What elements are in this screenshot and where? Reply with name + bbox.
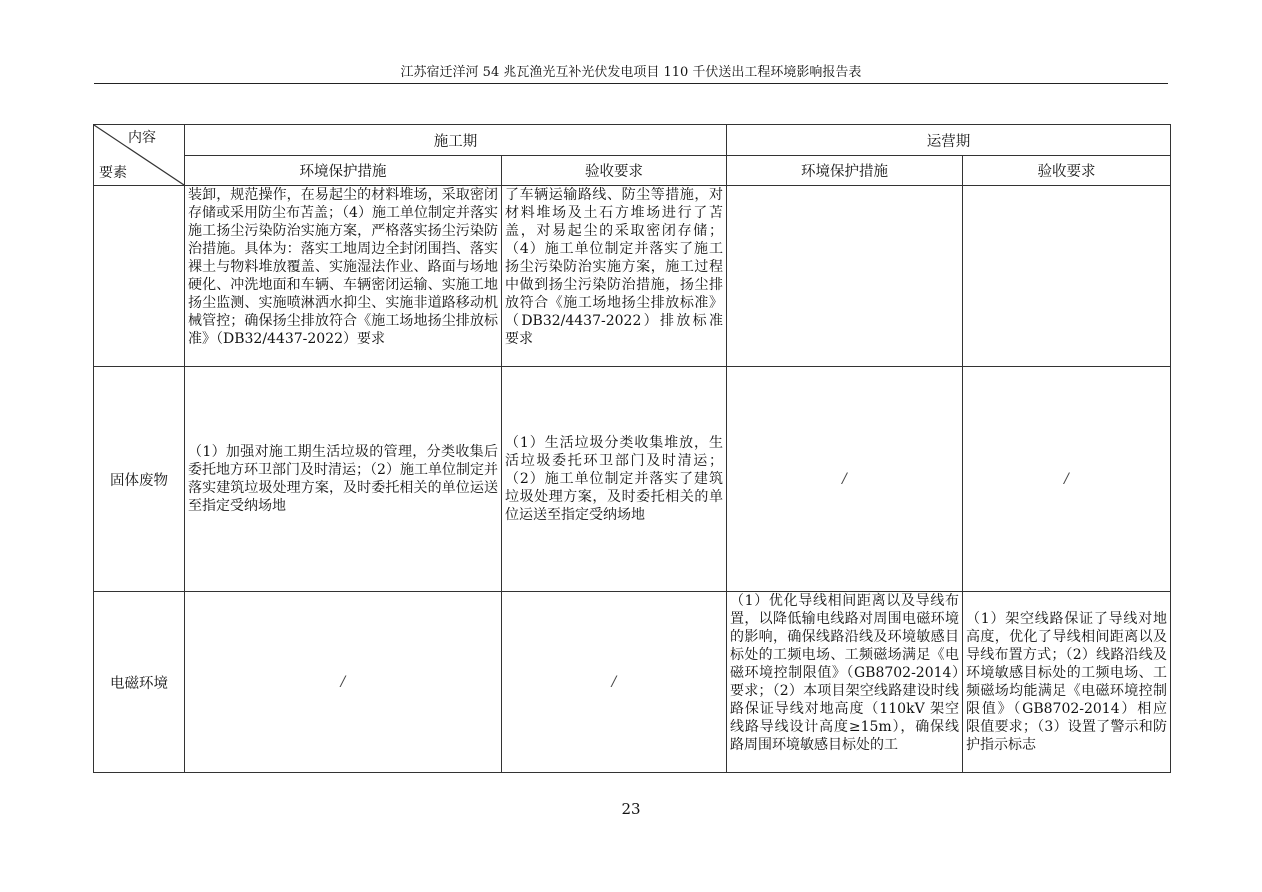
operation-measures-cell: / xyxy=(727,367,963,592)
header-construction-period: 施工期 xyxy=(185,125,727,156)
header-construction-acceptance: 验收要求 xyxy=(502,156,727,186)
operation-measures-cell xyxy=(727,592,963,773)
table-row xyxy=(94,186,1171,367)
env-measures-table xyxy=(93,124,1171,773)
operation-acceptance-text: （1）架空线路保证了导线对地高度，优化了导线相间距离以及导线布置方式；（2）线路沿线及环境敏感目标处的工频电场、工频磁场均能满足《电磁环境控制限值》（GB8702-2014）相应限值要求；（3）设置了警示和防护指示标志 xyxy=(966,611,1167,753)
table-row xyxy=(94,592,1171,773)
header-operation-measures: 环境保护措施 xyxy=(727,156,963,186)
construction-acceptance-cell: / xyxy=(502,592,727,773)
construction-acceptance-cell xyxy=(502,367,727,592)
construction-acceptance-text: 了车辆运输路线、防尘等措施，对材料堆场及土石方堆场进行了苫盖，对易起尘的采取密闭存储；（4）施工单位制定并落实了施工扬尘污染防治实施方案，施工过程中做到扬尘污染防治措施，扬尘排放符合《施工场地扬尘排放标准》（DB32/4437-2022）排放标准要求 xyxy=(505,187,723,347)
operation-acceptance-cell: / xyxy=(963,367,1171,592)
row-label-solid-waste: 固体废物 xyxy=(94,367,185,592)
operation-acceptance-cell xyxy=(963,186,1171,367)
page-number: 23 xyxy=(621,800,641,818)
operation-measures-text: （1）优化导线相间距离以及导线布置，以降低输电线路对周围电磁环境的影响，确保线路沿线及环境敏感目标处的工频电场、工频磁场满足《电磁环境控制限值》（GB8702-2014）要求；（2）本项目架空线路建设时线路保证导线对地高度（110kV 架空线路导线设计高度≥15m），确保线路周围环境敏感目标处的工 xyxy=(730,593,959,753)
operation-measures-cell xyxy=(727,186,963,367)
construction-acceptance-text: （1）生活垃圾分类收集堆放，生活垃圾委托环卫部门及时清运；（2）施工单位制定并落实了建筑垃圾处理方案，及时委托相关的单位运送至指定受纳场地 xyxy=(505,435,723,523)
construction-measures-cell xyxy=(185,367,502,592)
construction-measures-cell: / xyxy=(185,592,502,773)
header-operation-acceptance: 验收要求 xyxy=(963,156,1171,186)
table-header-row-periods xyxy=(94,125,1171,156)
diag-content-label: 内容 xyxy=(128,130,156,146)
construction-measures-text: 装卸，规范操作，在易起尘的材料堆场，采取密闭存储或采用防尘布苫盖；（4）施工单位制定并落实施工扬尘污染防治实施方案，严格落实扬尘污染防治措施。具体为：落实工地周边全封闭围挡、落实裸土与物料堆放覆盖、实施湿法作业、路面与场地硬化、冲洗地面和车辆、车辆密闭运输、实施工地扬尘监测、实施喷淋洒水抑尘、实施非道路移动机械管控；确保扬尘排放符合《施工场地扬尘排放标准》（DB32/4437-2022）要求 xyxy=(188,187,498,347)
diagonal-header-cell xyxy=(94,125,185,186)
table-header-row-columns xyxy=(94,156,1171,186)
header-construction-measures: 环境保护措施 xyxy=(185,156,502,186)
header-rule xyxy=(94,83,1168,84)
operation-acceptance-cell xyxy=(963,592,1171,773)
running-header: 江苏宿迁洋河 54 兆瓦渔光互补光伏发电项目 110 千伏送出工程环境影响报告表 xyxy=(400,65,862,80)
row-label xyxy=(94,186,185,367)
table-row xyxy=(94,367,1171,592)
row-label-electromagnetic: 电磁环境 xyxy=(94,592,185,773)
construction-measures-cell xyxy=(185,186,502,367)
diag-element-label: 要素 xyxy=(99,165,127,181)
header-operation-period: 运营期 xyxy=(727,125,1171,156)
construction-measures-text: （1）加强对施工期生活垃圾的管理，分类收集后委托地方环卫部门及时清运；（2）施工单位制定并落实建筑垃圾处理方案，及时委托相关的单位运送至指定受纳场地 xyxy=(188,444,498,514)
construction-acceptance-cell xyxy=(502,186,727,367)
